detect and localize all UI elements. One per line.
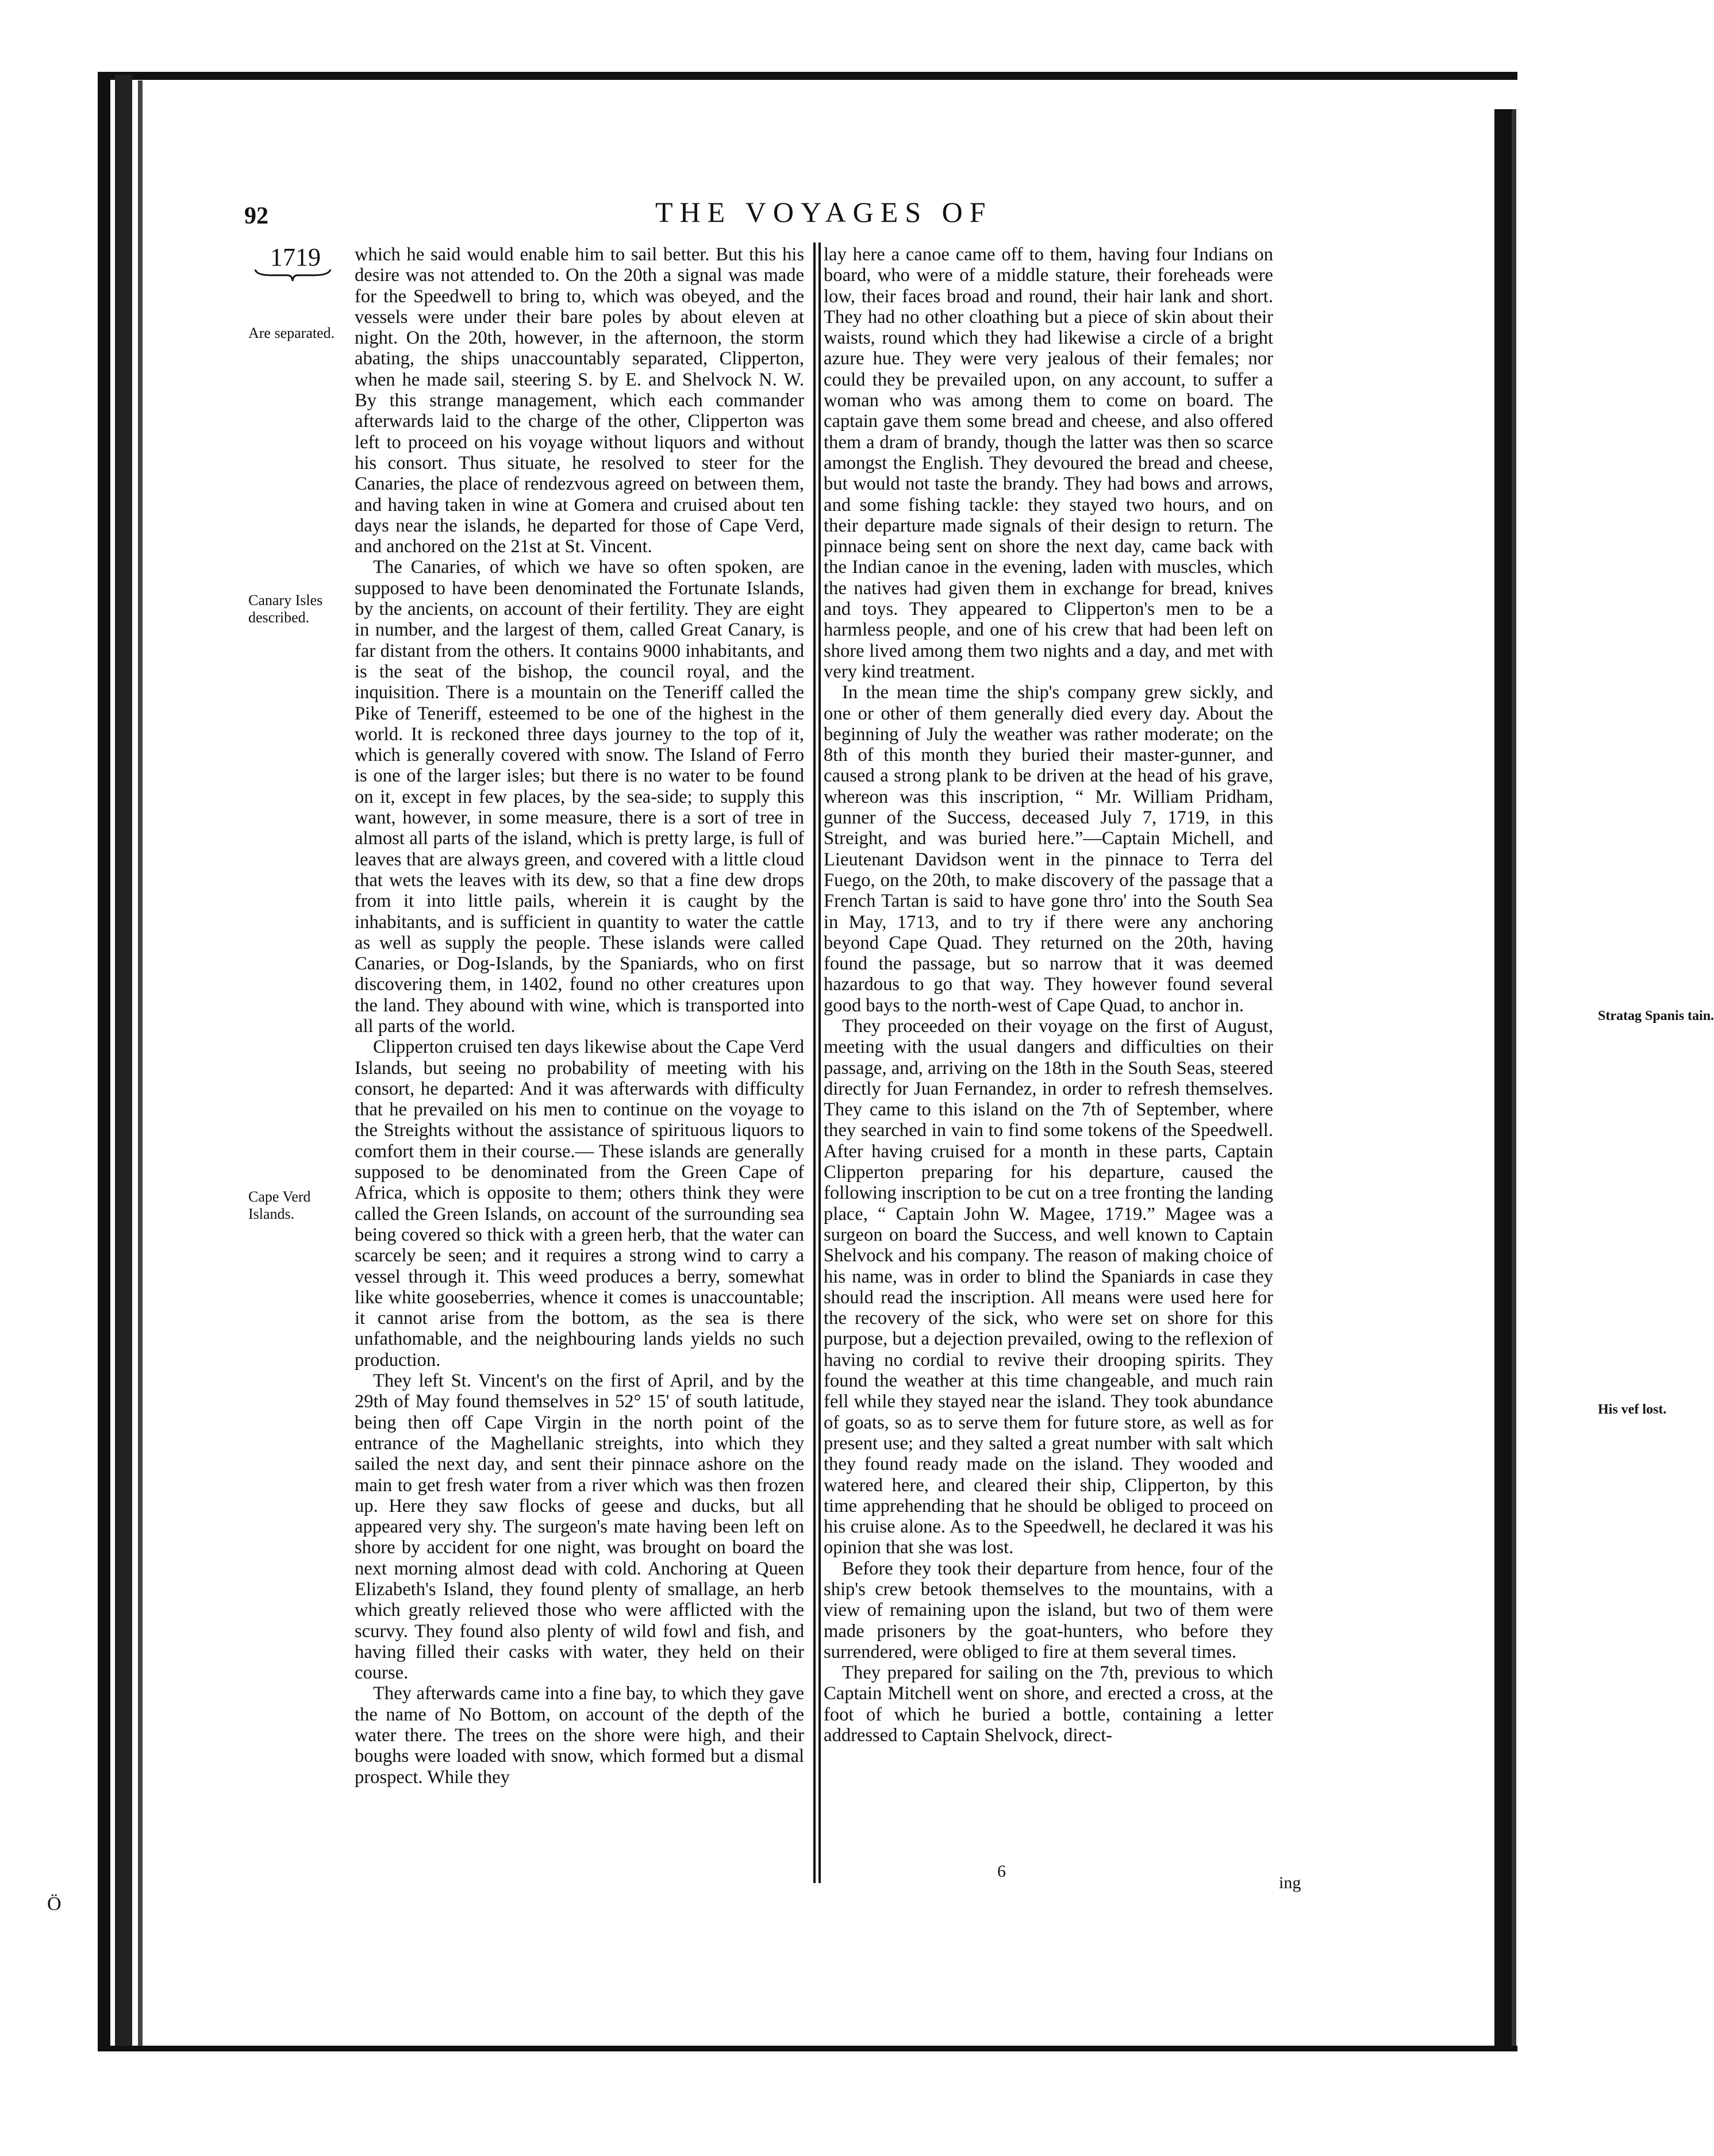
paragraph: lay here a canoe came off to them, having four Indians on board, who were of a middle stature, their foreheads were low, their faces broad and round, their hair lank and short. They had no other cloathing but a piece of skin about their waists, round which they had likewise a circle of a bright azure hue. They were very jealous of their females; nor could they be prevailed upon, on any account, to suffer a woman who was among them to come on board. The captain gave them some bread and cheese, and also offered them a dram of brandy, though the latter was then so scarce amongst the English. They devoured the bread and cheese, but would not taste the brandy. They had bows and arrows, and some fishing tackle: they stayed two hours, and on their departure made signals of their design to return. The pinnace being sent on shore the next day, came back with the Indian canoe in the evening, laden with muscles, which the natives had given them in exchange for bread, knives and toys. They appeared to Clipperton's men to be a harmless people, and one of his crew that had been left on shore lived among them two nights and a day, and met with very kind treatment. xyxy=(824,244,1273,682)
page-number: 92 xyxy=(244,203,268,229)
year-brace xyxy=(254,267,332,282)
margin-note-vessel-lost: His vef lost. xyxy=(1598,1402,1667,1417)
binding-edge-left-line xyxy=(138,80,143,2046)
binding-edge-left-inner xyxy=(115,75,132,2051)
catchword: ing xyxy=(1279,1873,1301,1892)
paragraph: The Canaries, of which we have so often spoken, are supposed to have been denominated the Fortunate Islands, by the ancients, on account of their fertility. They are eight in number, and the largest of them, called Great Canary, is far distant from the others. It contains 9000 inhabitants, and is the seat of the bishop, the council royal, and the inquisition. There is a mountain on the Teneriff called the Pike of Teneriff, esteemed to be one of the highest in the world. It is reckoned three days journey to the top of it, which is generally covered with snow. The Island of Ferro is one of the larger isles; but there is no water to be found on it, except in few places, by the sea-side; to supply this want, however, in some measure, there is a sort of tree in almost all parts of the island, which is pretty large, is full of leaves that are always green, and covered with a little cloud that wets the leaves with its dew, so that a fine dew drops from it into little pails, wherein it is caught by the inhabitants, and is sufficient in quantity to water the cattle as well as supply the people. These islands were called Canaries, or Dog-Islands, by the Spaniards, who on first discovering them, in 1402, found no other creatures upon the land. They abound with wine, which is transported into all parts of the world. xyxy=(355,557,804,1037)
paragraph: Clipperton cruised ten days likewise about the Cape Verd Islands, but seeing no probability of meeting with his consort, he departed: And it was afterwards with difficulty that he prevailed on his men to continue on the voyage to the Streights without the assistance of spirituous liquors to comfort them in their course.— These islands are generally supposed to be denominated from the Green Cape of Africa, which is opposite to them; others think they were called the Green Islands, on account of the surrounding sea being covered so thick with a green herb, that the water can scarcely be seen; and it requires a strong wind to carry a vessel through it. This weed produces a berry, somewhat like white gooseberries, whence it comes is unaccountable; it cannot arise from the bottom, as the sea is there unfathomable, and the neighbouring lands yields no such production. xyxy=(355,1037,804,1370)
column-rule xyxy=(813,242,816,1883)
margin-note-separated: Are separated. xyxy=(248,325,335,341)
margin-year: 1719 xyxy=(270,243,321,271)
margin-note-capeverd: Cape Verd Islands. xyxy=(248,1188,311,1222)
running-title: THE VOYAGES OF xyxy=(655,196,993,228)
paragraph: Before they took their departure from hence, four of the ship's crew betook themselves to the mountains, with a view of remaining upon the island, but two of them were made prisoners by the goat-hunters, who before they surrendered, were obliged to fire at them several times. xyxy=(824,1558,1273,1662)
page-bottom-edge xyxy=(98,2046,1517,2051)
paragraph: In the mean time the ship's company grew sickly, and one or other of them generally died every day. About the beginning of July the weather was rather moderate; on the 8th of this month they buried their master-gunner, and caused a strong plank to be driven at the head of his grave, whereon was this inscription, “ Mr. William Pridham, gunner of the Success, deceased July 7, 1719, in this Streight, and was buried here.”—Captain Michell, and Lieutenant Davidson went in the pinnace to Terra del Fuego, on the 20th, to make discovery of the passage that a French Tartan is said to have gone thro' into the South Sea in May, 1713, and to try if there were any anchoring beyond Cape Quad. They returned on the 20th, having found the passage, but so narrow that it was deemed hazardous to go that way. They however found several good bays to the north-west of Cape Quad, to anchor in. xyxy=(824,682,1273,1016)
paragraph: They afterwards came into a fine bay, to which they gave the name of No Bottom, on account of the depth of the water there. The trees on the shore were high, and their boughs were loaded with snow, which formed but a dismal prospect. While they xyxy=(355,1683,804,1788)
paragraph: They prepared for sailing on the 7th, previous to which Captain Mitchell went on shore, and erected a cross, at the foot of which he buried a bottle, containing a letter addressed to Captain Shelvock, direct- xyxy=(824,1662,1273,1746)
paragraph: They left St. Vincent's on the first of April, and by the 29th of May found themselves in 52° 15' of south latitude, being then off Cape Virgin in the north point of the entrance of the Maghellanic streights, into which they sailed the next day, and sent their pinnace ashore on the main to get fresh water from a river which was then frozen up. Here they saw flocks of geese and ducks, but all appeared very shy. The surgeon's mate having been left on shore by accident for one night, was brought on board the next morning almost dead with cold. Anchoring at Queen Elizabeth's Island, they found plenty of smallage, an herb which greatly relieved those who were afflicted with the scurvy. They found also plenty of wild fowl and fish, and having filled their casks with water, they held on their course. xyxy=(355,1370,804,1684)
signature-mark: 6 xyxy=(997,1862,1006,1881)
stray-mark: Ö xyxy=(47,1893,62,1915)
binding-edge-left xyxy=(98,75,110,2051)
margin-note-stratagem: Stratag Spanis tain. xyxy=(1598,1008,1714,1023)
binding-edge-right-line xyxy=(1512,109,1516,2051)
paragraph: which he said would enable him to sail better. But this his desire was not attended to. On the 20th a signal was made for the Speedwell to bring to, which was obeyed, and the vessels were under their bare poles by about eleven at night. On the 20th, however, in the afternoon, the storm abating, the ships unaccountably separated, Clipperton, when he made sail, steering S. by E. and Shelvock N. W. By this strange management, which each commander afterwards laid to the charge of the other, Clipperton was left to proceed on his voyage without liquors and without his consort. Thus situate, he resolved to steer for the Canaries, the place of rendezvous agreed on between them, and having taken in wine at Gomera and cruised about ten days near the islands, he departed for those of Cape Verd, and anchored on the 21st at St. Vincent. xyxy=(355,244,804,557)
page-top-edge xyxy=(98,72,1517,80)
text-column-left xyxy=(355,244,804,1788)
paragraph: They proceeded on their voyage on the first of August, meeting with the usual dangers and difficulties on their passage, and, arriving on the 18th in the South Seas, steered directly for Juan Fernandez, in order to refresh themselves. They came to this island on the 7th of September, where they searched in vain to find some tokens of the Speedwell. After having cruised for a month in these parts, Captain Clipperton preparing for his departure, caused the following inscription to be cut on a tree fronting the landing place, “ Captain John W. Magee, 1719.” Magee was a surgeon on board the Success, and well known to Captain Shelvock and his company. The reason of making choice of his name, was in order to blind the Spaniards in case they should read the inscription. All means were used here for the recovery of the sick, who were set on shore for this purpose, but a dejection prevailed, owing to the reflexion of having no cordial to revive their drooping spirits. They found the weather at this time changeable, and much rain fell while they stayed near the island. They took abundance of goats, so as to serve them for future store, as well as for present use; and they salted a great number with salt which they found ready made on the island. They wooded and watered here, and cleared their ship, Clipperton, by this time apprehending that he should be obliged to proceed on his cruise alone. As to the Speedwell, he declared it was his opinion that she was lost. xyxy=(824,1015,1273,1558)
column-rule-double xyxy=(818,242,821,1883)
margin-note-canary: Canary Isles described. xyxy=(248,592,323,626)
text-column-right xyxy=(824,244,1273,1746)
